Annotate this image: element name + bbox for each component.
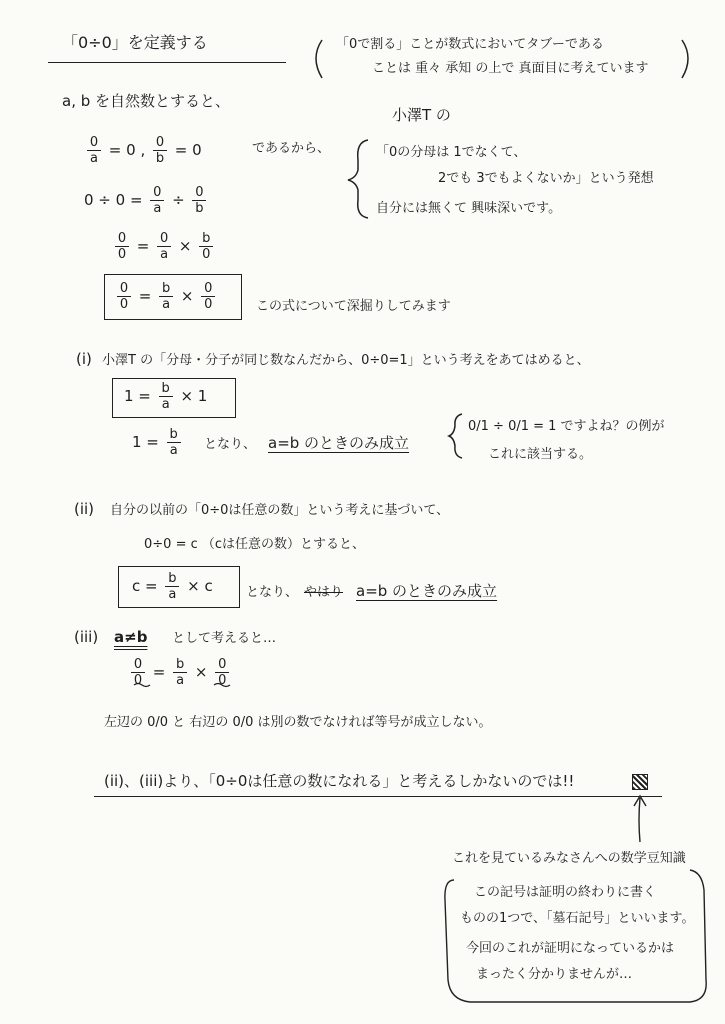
case3-label: (iii) [74,628,99,646]
case1-mid: となり、 [204,437,257,452]
intro-text: a, b を自然数とすると、 [62,92,231,110]
conclusion-underline [94,796,662,797]
ozawa-line1: 小澤T の [392,106,451,124]
case3-condition: a≠b [114,628,148,646]
title-underline [48,62,286,63]
case2-definition: 0÷0 = c （cは任意の数）とすると、 [144,537,366,552]
case1-text: 小澤T の「分母・分子が同じ数なんだから、0÷0=1」という考えをあてはめると、 [102,353,590,368]
equation-1: 0 ÷ 0 = $\frac{0}{a}$ ÷ $\frac{0}{b}$ [84,186,209,215]
key-equation: $\frac{0}{0}$ = $\frac{b}{a}$ × $\frac{0}{0}$ [114,282,218,311]
ozawa-line4: 自分には無くて 興味深いです。 [376,201,562,216]
case2-text: 自分の以前の「0÷0は任意の数」という考えに基づいて、 [110,503,450,518]
case3-equation: $\frac{0}{0}$ = $\frac{b}{a}$ × $\frac{0}{0}$ [128,658,232,687]
case1-equation: 1 = $\frac{b}{a}$ × 1 [124,381,208,412]
case2-label: (ii) [74,500,95,518]
case3-note: 左辺の 0/0 と 右辺の 0/0 は別の数でなければ等号が成立しない。 [104,715,492,730]
ozawa-line3: 2でも 3でもよくないか」という発想 [438,171,654,186]
conclusion: (ii)、(iii)より、「0÷0は任意の数になれる」と考えるしかないのでは!! [104,772,575,790]
case1-note-line2: これに該当する。 [488,447,593,462]
case2-equation: c = $\frac{b}{a}$ × c [132,571,213,602]
page-title: 「0÷0」を定義する [62,33,208,52]
case1-note-line1: 0/1 ÷ 0/1 = 1 ですよね？の例が [468,419,665,434]
trivia-line1: この記号は証明の終わりに書く [474,885,657,900]
tombstone-icon [632,774,648,790]
note-taboo-line1: 「0で割る」ことが数式においてタブーである [336,37,604,52]
trivia-title: これを見ているみなさんへの数学豆知識 [452,851,686,866]
case1-result: a=b のときのみ成立 [268,434,410,452]
case2-result: a=b のときのみ成立 [356,582,498,600]
case3-text: として考えると… [172,631,277,646]
case1-label: (i) [76,350,92,368]
case2-mid: となり、 [246,585,299,600]
deep-dig-text: この式について深掘りしてみます [256,299,451,314]
trivia-line3: 今回のこれが証明になっているかは [466,941,675,956]
trivia-line2: ものの1つで、「墓石記号」といいます。 [460,911,695,926]
case1-result-eq: 1 = $\frac{b}{a}$ [132,428,184,457]
case2-strikethrough: やはり [304,585,344,600]
ozawa-line2: 「0の分母は 1でなくて、 [376,145,527,160]
frac-line-suffix: であるから、 [252,141,331,156]
trivia-line4: まったく分かりませんが… [476,967,633,982]
equation-2: $\frac{0}{0}$ = $\frac{0}{a}$ × $\frac{b}{0}$ [112,232,216,261]
frac-equations: $\frac{0}{a}$ = 0 , $\frac{0}{b}$ = 0 [84,136,202,165]
note-taboo-line2: ことは 重々 承知 の上で 真面目に考えています [372,61,649,76]
